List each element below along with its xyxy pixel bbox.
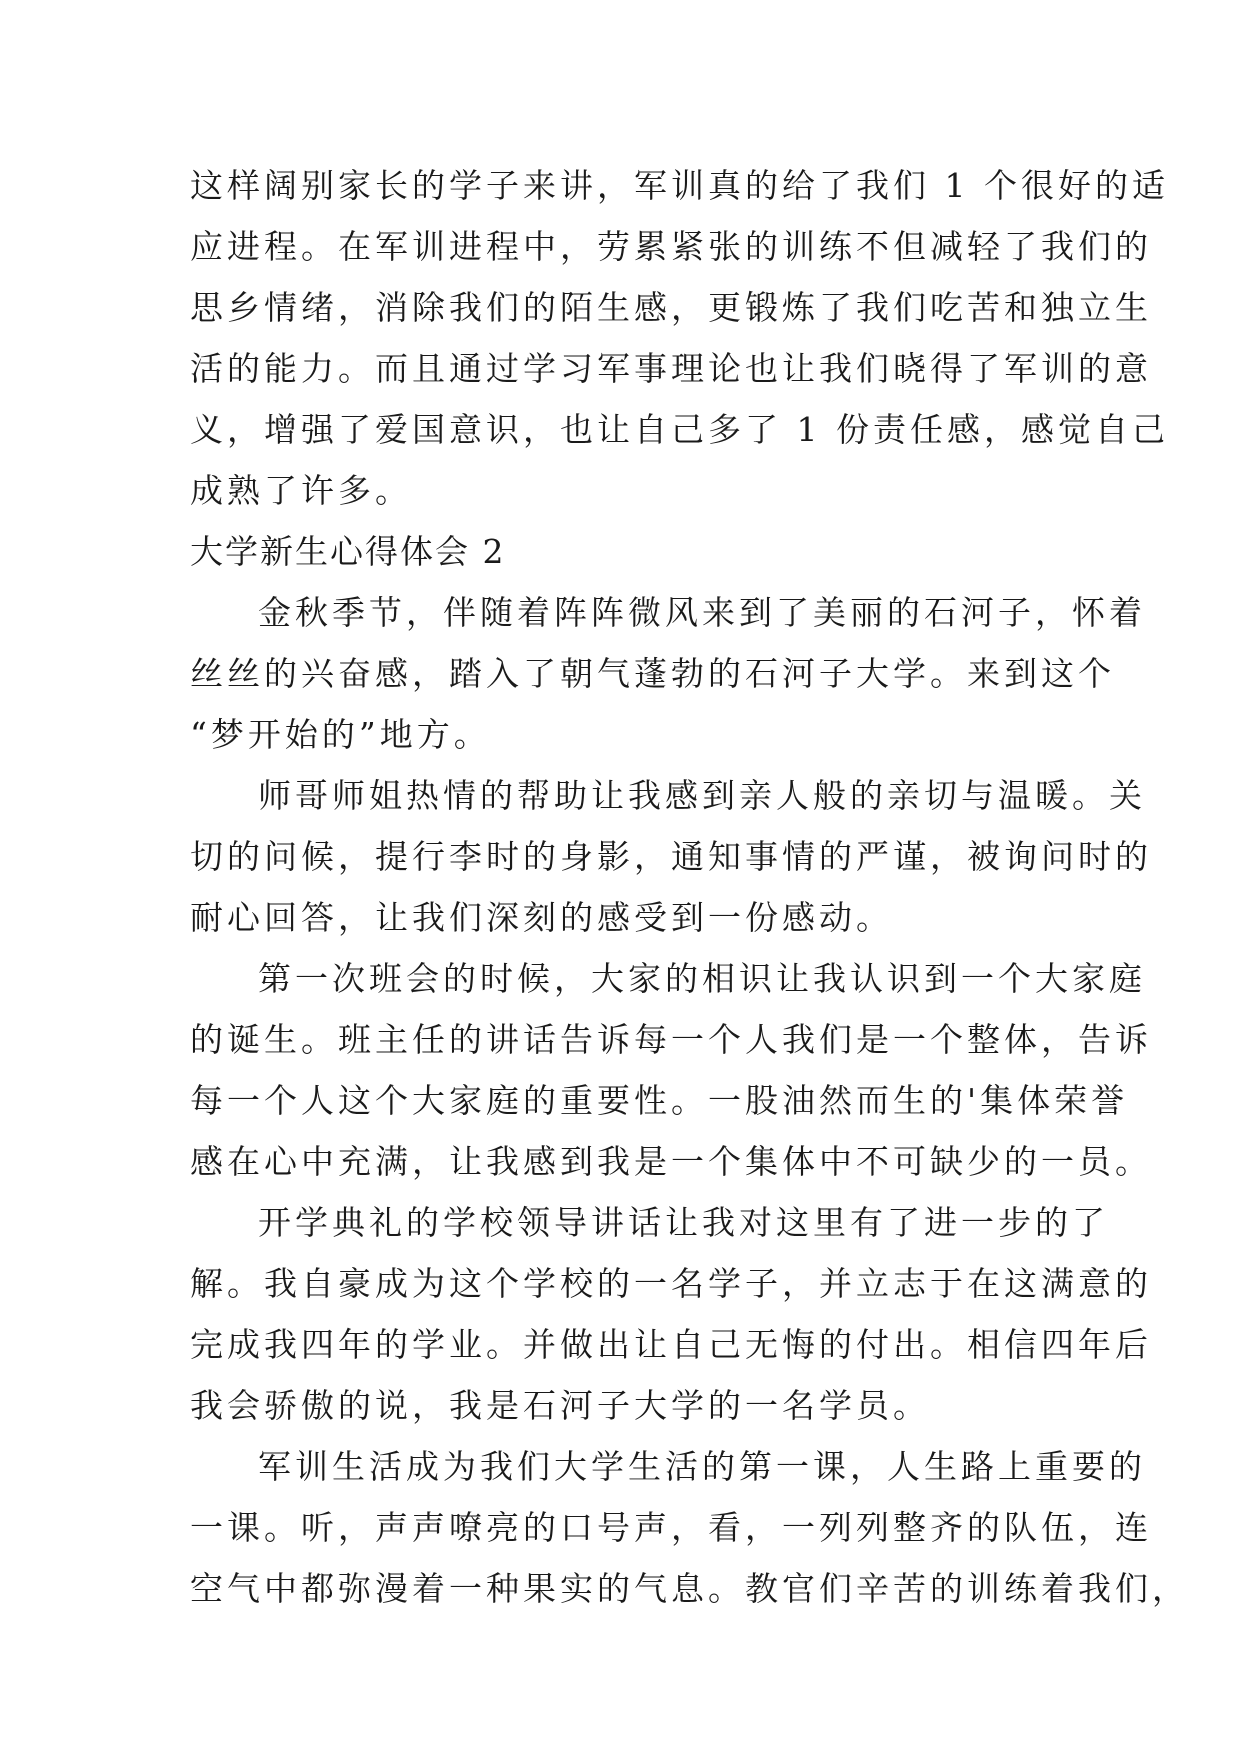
text-line: 思乡情绪，消除我们的陌生感，更锻炼了我们吃苦和独立生 bbox=[190, 288, 1152, 327]
text-line: 切的问候，提行李时的身影，通知事情的严谨，被询问时的 bbox=[190, 837, 1152, 876]
text-line: 活的能力。而且通过学习军事理论也让我们晓得了军训的意 bbox=[190, 349, 1152, 388]
text-line: 义，增强了爱国意识，也让自己多了 1 份责任感，感觉自己 bbox=[190, 410, 1169, 449]
paragraph-first-line: 师哥师姐热情的帮助让我感到亲人般的亲切与温暖。关 bbox=[258, 776, 1146, 815]
section-heading: 大学新生心得体会 2 bbox=[190, 532, 506, 571]
text-line: 完成我四年的学业。并做出让自己无悔的付出。相信四年后 bbox=[190, 1325, 1152, 1364]
text-line: “梦开始的”地方。 bbox=[190, 715, 491, 754]
text-line: 解。我自豪成为这个学校的一名学子，并立志于在这满意的 bbox=[190, 1264, 1152, 1303]
text-line: 一课。听，声声嘹亮的口号声，看，一列列整齐的队伍，连 bbox=[190, 1508, 1152, 1547]
paragraph-first-line: 开学典礼的学校领导讲话让我对这里有了进一步的了 bbox=[258, 1203, 1109, 1242]
text-line: 成熟了许多。 bbox=[190, 471, 412, 510]
text-line: 的诞生。班主任的讲话告诉每一个人我们是一个整体，告诉 bbox=[190, 1020, 1152, 1059]
text-line: 感在心中充满，让我感到我是一个集体中不可缺少的一员。 bbox=[190, 1142, 1152, 1181]
paragraph-first-line: 军训生活成为我们大学生活的第一课，人生路上重要的 bbox=[258, 1447, 1146, 1486]
text-line: 丝丝的兴奋感，踏入了朝气蓬勃的石河子大学。来到这个 bbox=[190, 654, 1115, 693]
text-line: 空气中都弥漫着一种果实的气息。教官们辛苦的训练着我们， bbox=[190, 1569, 1189, 1608]
paragraph-first-line: 金秋季节，伴随着阵阵微风来到了美丽的石河子，怀着 bbox=[258, 593, 1146, 632]
text-line: 这样阔别家长的学子来讲，军训真的给了我们 1 个很好的适 bbox=[190, 166, 1169, 205]
document-body bbox=[190, 155, 1189, 1619]
paragraph-first-line: 第一次班会的时候，大家的相识让我认识到一个大家庭 bbox=[258, 959, 1146, 998]
text-line: 每一个人这个大家庭的重要性。一股油然而生的'集体荣誉 bbox=[190, 1081, 1129, 1120]
text-line: 应进程。在军训进程中，劳累紧张的训练不但减轻了我们的 bbox=[190, 227, 1152, 266]
text-line: 耐心回答，让我们深刻的感受到一份感动。 bbox=[190, 898, 893, 937]
text-line: 我会骄傲的说，我是石河子大学的一名学员。 bbox=[190, 1386, 930, 1425]
